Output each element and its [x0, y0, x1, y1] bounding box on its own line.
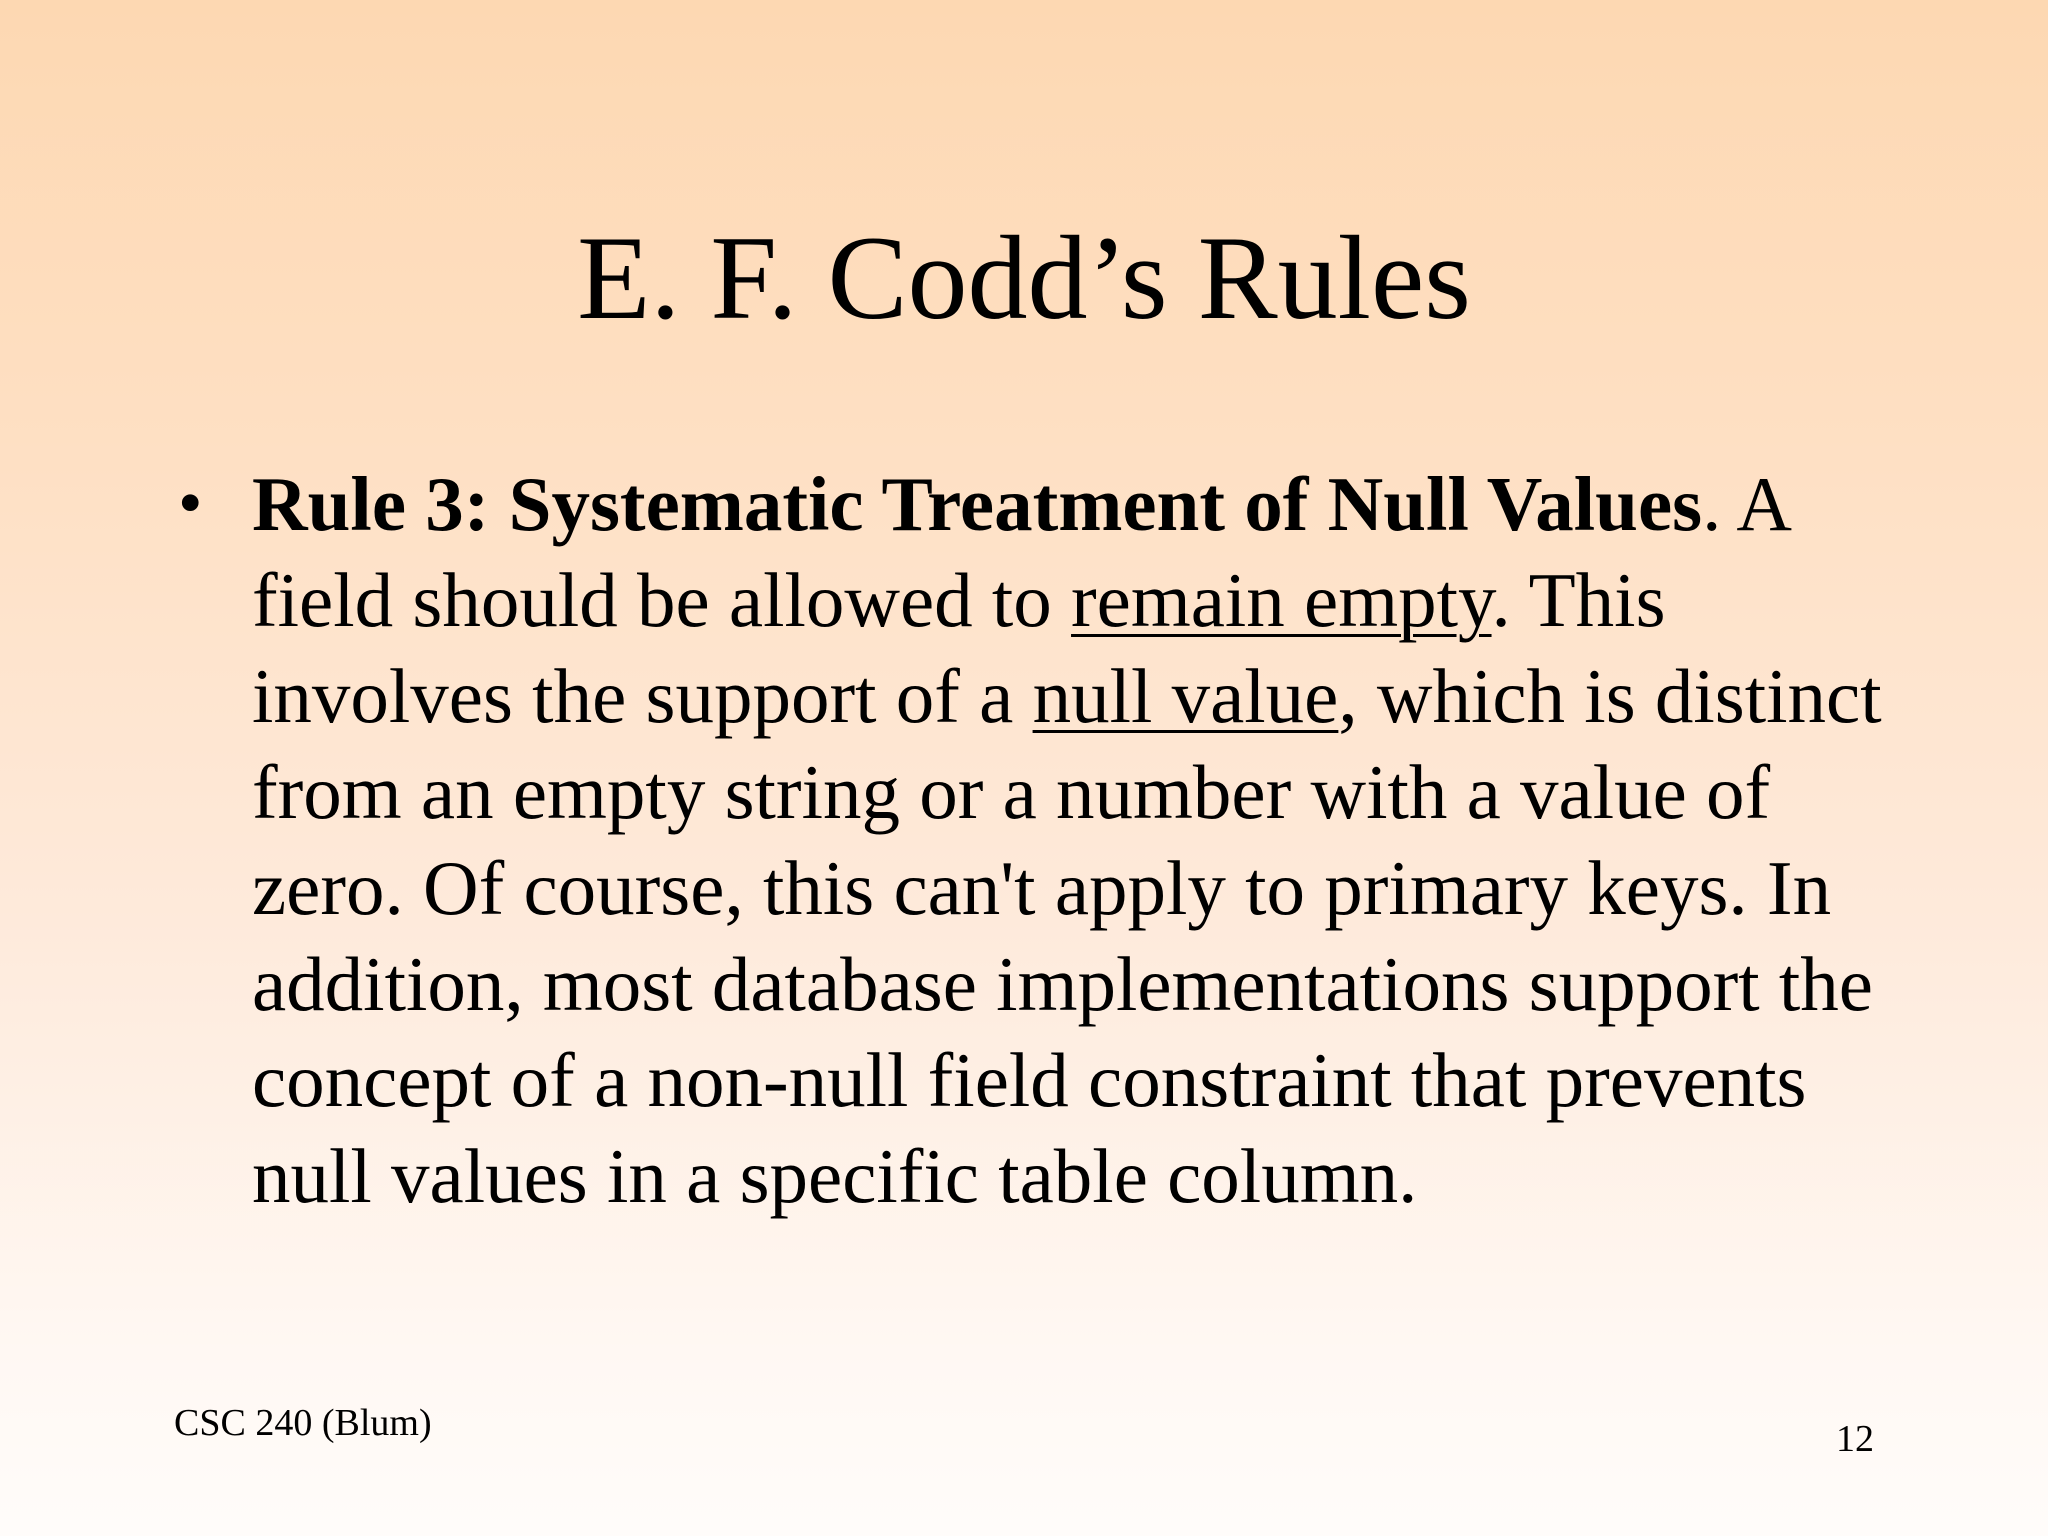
bullet-marker: •	[178, 465, 203, 542]
underlined-remain-empty: remain empty	[1071, 557, 1492, 643]
bullet-text-part-3: , which is distinct from an empty string or a number with a value of zero. Of course, this can't apply to primary keys. In addition, most database implementations support the concept of a non-null field constraint that prevents null values in a specific table column.	[252, 653, 1882, 1219]
slide-title: E. F. Codd’s Rules	[577, 211, 1471, 344]
underlined-null-value: null value	[1032, 653, 1339, 739]
slide-page-number: 12	[1836, 1418, 1874, 1460]
footer-course-label: CSC 240 (Blum)	[174, 1402, 432, 1444]
bullet-text	[252, 456, 1892, 1224]
bullet-text-part-1: . A field should be allowed to	[252, 461, 1788, 643]
bullet-text-part-2: . This involves the support of a	[252, 557, 1666, 739]
rule-heading: Rule 3: Systematic Treatment of Null Values	[252, 461, 1703, 547]
